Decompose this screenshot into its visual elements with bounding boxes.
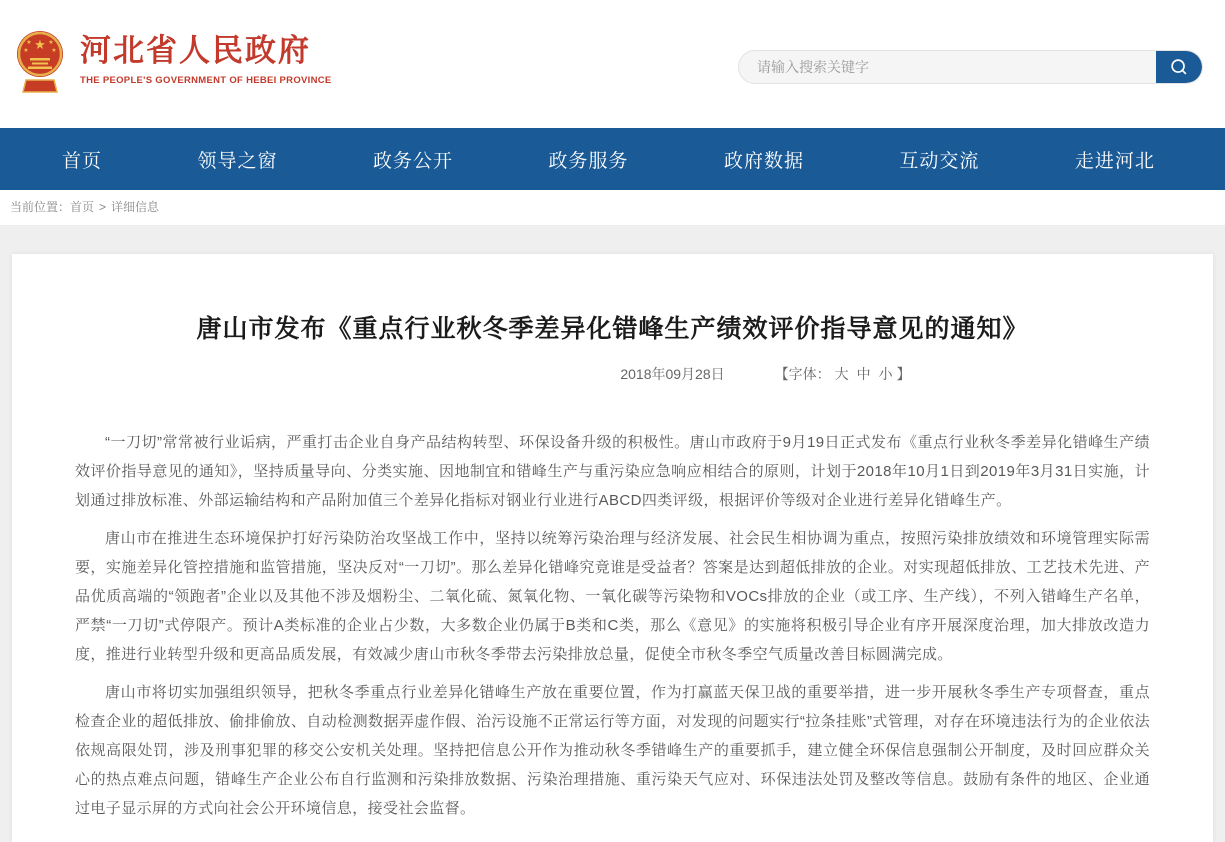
font-size-large-button[interactable]: 大 — [834, 366, 849, 382]
page-background — [0, 226, 1225, 842]
site-logo[interactable] — [15, 24, 332, 98]
nav-item-about-hebei[interactable]: 走进河北 — [1074, 150, 1155, 172]
svg-text:★: ★ — [23, 48, 29, 54]
main-navigation — [0, 128, 1225, 190]
site-title: 河北省人民政府 — [80, 33, 311, 68]
breadcrumb-label: 当前位置： — [10, 200, 71, 214]
search-box — [738, 50, 1203, 84]
logo-text — [80, 24, 332, 86]
nav-item-gov-services[interactable]: 政务服务 — [548, 150, 629, 172]
search-input[interactable] — [739, 51, 1156, 83]
font-size-medium-button[interactable]: 中 — [856, 366, 871, 382]
font-widget-prefix: 【字体： — [774, 366, 831, 382]
font-size-widget — [775, 364, 911, 384]
site-subtitle: THE PEOPLE'S GOVERNMENT OF HEBEI PROVINCE — [80, 75, 332, 87]
nav-item-gov-affairs[interactable]: 政务公开 — [372, 150, 453, 172]
article-card — [12, 254, 1213, 842]
search-button[interactable] — [1156, 51, 1202, 83]
site-header — [0, 0, 1225, 128]
breadcrumb-home-link[interactable]: 首页 — [70, 200, 95, 214]
publish-date: 2018年09月28日 — [620, 366, 725, 382]
nav-item-leaders[interactable]: 领导之窗 — [197, 150, 278, 172]
svg-text:★: ★ — [26, 40, 32, 46]
nav-item-gov-data[interactable]: 政府数据 — [723, 150, 804, 172]
article-paragraph: 唐山市将切实加强组织领导，把秋冬季重点行业差异化错峰生产放在重要位置，作为打赢蓝天保卫战的重要举措，进一步开展秋冬季生产专项督查，重点检查企业的超低排放、偷排偷放、自动检测数据弄虚作假、治污设施不正常运行等方面，对发现的问题实行“拉条挂账”式管理，对存在环境违法行为的企业依法依规高限处罚，涉及刑事犯罪的移交公安机关处理。坚持把信息公开作为推动秋冬季错峰生产的重要抓手，建立健全环保信息强制公开制度，及时回应群众关心的热点难点问题，错峰生产企业公布自行监测和污染排放数据、污染治理措施、重污染天气应对、环保违法处罚及整改等信息。鼓励有条件的地区、企业通过电子显示屏的方式向社会公开环境信息，接受社会监督。 — [75, 684, 1150, 817]
breadcrumb — [0, 190, 1225, 226]
nav-item-home[interactable]: 首页 — [62, 150, 103, 172]
font-widget-suffix: 】 — [896, 366, 911, 382]
breadcrumb-separator: > — [99, 200, 107, 214]
article-meta — [75, 364, 1150, 384]
article-title: 唐山市发布《重点行业秋冬季差异化错峰生产绩效评价指导意见的通知》 — [196, 315, 1029, 343]
breadcrumb-current: 详细信息 — [111, 200, 160, 214]
article-paragraph: 唐山市在推进生态环境保护打好污染防治攻坚战工作中，坚持以统筹污染治理与经济发展、社会民生相协调为重点，按照污染排放绩效和环境管理实际需要，实施差异化管控措施和监管措施，坚决反对“一刀切”。那么差异化错峰究竟谁是受益者？答案是达到超低排放的企业。对实现超低排放、工艺技术先进、产品优质高端的“领跑者”企业以及其他不涉及烟粉尘、二氧化硫、氮氧化物、一氧化碳等污染物和VOCs排放的企业（或工序、生产线），不列入错峰生产名单，严禁“一刀切”式停限产。预计A类标准的企业占少数，大多数企业仍属于B类和C类，那么《意见》的实施将积极引导企业有序开展深度治理，加大排放改造力度，推进行业转型升级和更高品质发展，有效减少唐山市秋冬季带去污染排放总量，促使全市秋冬季空气质量改善目标圆满完成。 — [75, 530, 1150, 663]
national-emblem-icon — [15, 24, 65, 98]
article-body — [75, 428, 1150, 823]
font-size-small-button[interactable]: 小 — [878, 366, 893, 382]
svg-text:★: ★ — [34, 37, 46, 52]
article-paragraph: “一刀切”常常被行业诟病，严重打击企业自身产品结构转型、环保设备升级的积极性。唐山市政府于9月19日正式发布《重点行业秋冬季差异化错峰生产绩效评价指导意见的通知》，坚持质量导向、分类实施、因地制宜和错峰生产与重污染应急响应相结合的原则，计划于2018年10月1日到2019年3月31日实施，计划通过排放标准、外部运输结构和产品附加值三个差异化指标对钢业行业进行ABCD四类评级，根据评价等级对企业进行差异化错峰生产。 — [75, 434, 1150, 509]
svg-text:★: ★ — [48, 40, 54, 46]
search-icon — [1168, 56, 1190, 78]
nav-item-interaction[interactable]: 互动交流 — [899, 150, 980, 172]
svg-text:★: ★ — [51, 48, 57, 54]
